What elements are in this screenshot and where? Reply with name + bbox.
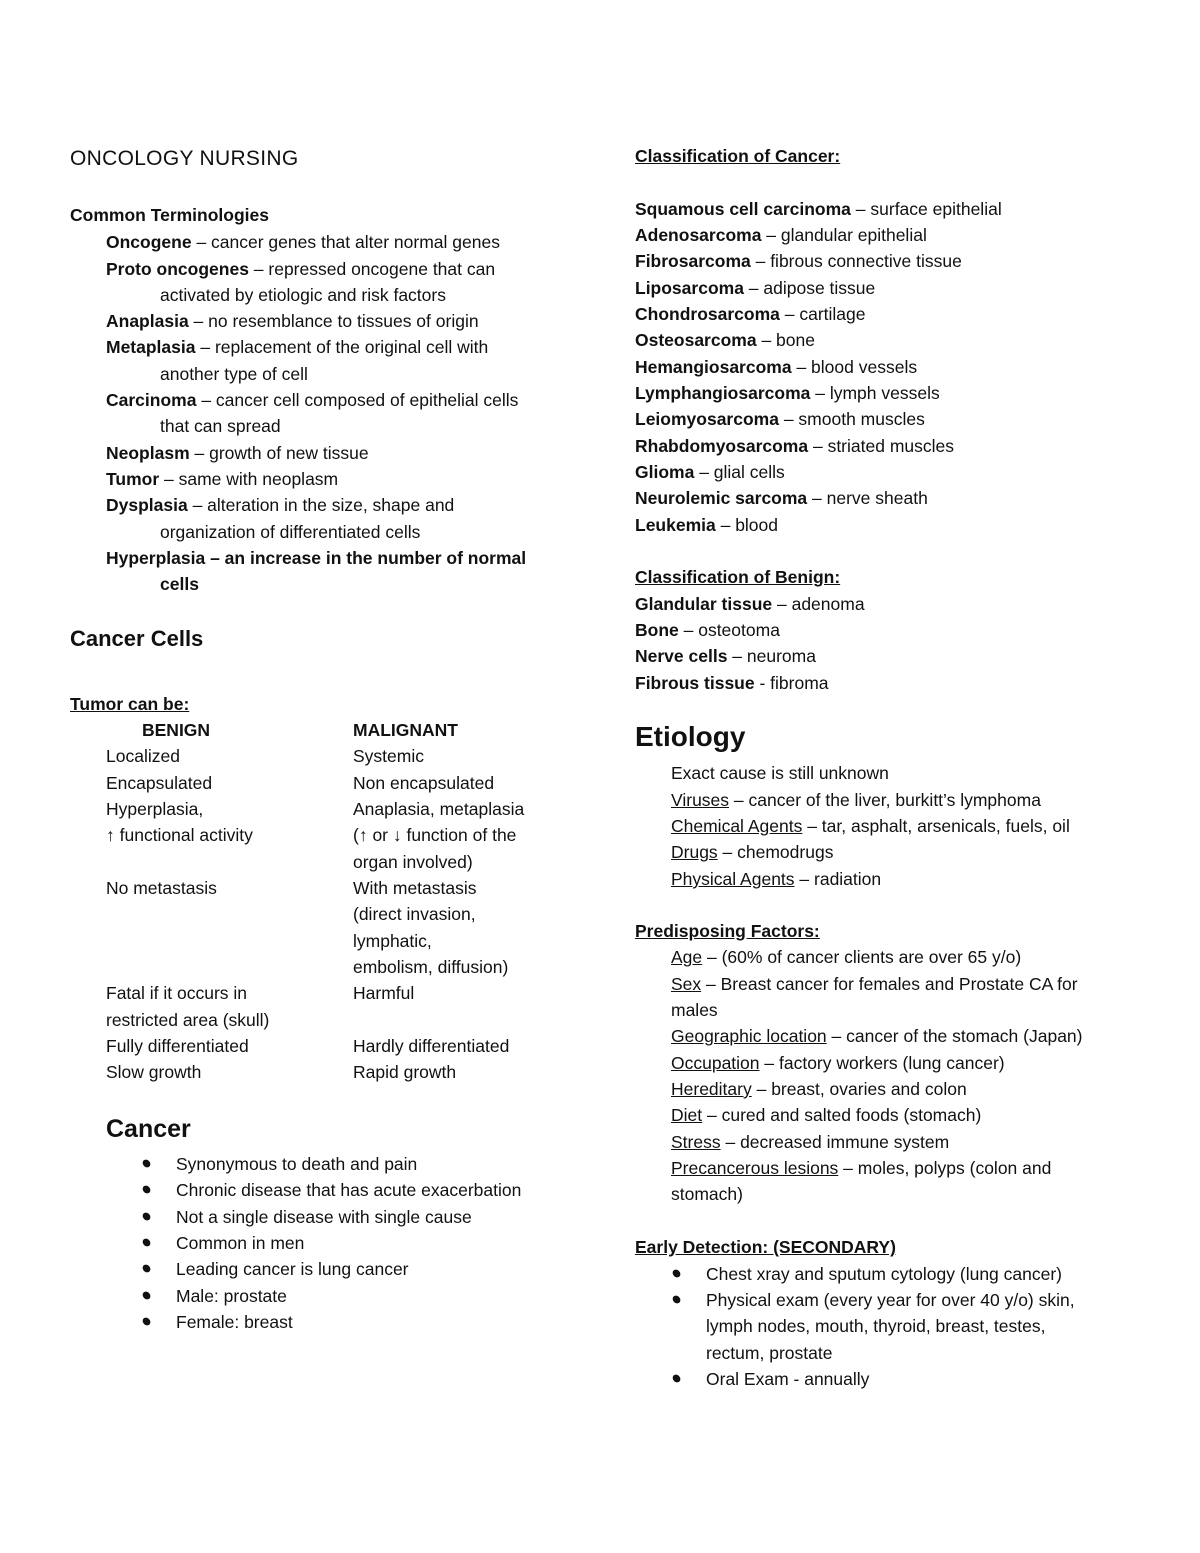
term-oncogene [106,231,500,253]
cancer-class-item [635,224,927,246]
detection-bullet: Oral Exam - annually [706,1369,870,1389]
factor-term: Age [671,947,703,967]
cancer-bullet: Leading cancer is lung cancer [176,1259,409,1279]
benign-class-item [635,593,865,615]
factor-desc: – decreased immune system [720,1132,950,1152]
class-desc: – neuroma [727,646,816,666]
term-anaplasia [106,310,479,332]
bullet-icon [141,1316,152,1327]
benign-cell: Encapsulated [106,773,213,793]
cancer-heading: Cancer [106,1115,191,1143]
malignant-cell: Rapid growth [353,1062,457,1082]
class-term: Leukemia [635,515,716,535]
class-term: Bone [635,620,679,640]
cancer-class-item [635,277,875,299]
bullet-icon [671,1268,682,1279]
benign-cell: Hyperplasia, [106,799,204,819]
term-carcinoma [106,389,518,411]
term-desc-continued: another type of cell [160,364,308,384]
malignant-header: MALIGNANT [353,720,458,740]
class-term: Fibrosarcoma [635,251,751,271]
factor-term: Occupation [671,1053,760,1073]
factor-term: Sex [671,974,702,994]
predisposing-item [671,1157,1051,1179]
etiology-term: Drugs [671,842,718,862]
term-name: Tumor [106,469,160,489]
term-desc: – cancer genes that alter normal genes [191,232,500,252]
etiology-item [671,868,881,890]
predisposing-heading: Predisposing Factors: [635,921,820,941]
detection-bullet-continued: lymph nodes, mouth, thyroid, breast, testes, [706,1316,1046,1336]
detection-bullet: Physical exam (every year for over 40 y/o) skin, [706,1290,1075,1310]
term-desc-continued: organization of differentiated cells [160,522,421,542]
classification-benign-heading: Classification of Benign: [635,567,841,587]
etiology-desc: – cancer of the liver, burkitt’s lymphoma [729,790,1041,810]
etiology-item [671,815,1070,837]
term-desc: – growth of new tissue [189,443,369,463]
malignant-cell: Hardly differentiated [353,1036,510,1056]
class-term: Squamous cell carcinoma [635,199,851,219]
etiology-desc: – tar, asphalt, arsenicals, fuels, oil [802,816,1070,836]
etiology-desc: – chemodrugs [717,842,834,862]
cancer-class-item [635,198,1002,220]
term-desc: – replacement of the original cell with [195,337,489,357]
factor-term: Geographic location [671,1026,827,1046]
malignant-cell: organ involved) [353,852,473,872]
benign-cell: ↑ functional activity [106,825,253,845]
malignant-cell: Systemic [353,746,424,766]
etiology-desc: – radiation [794,869,882,889]
term-proto-oncogenes [106,258,495,280]
predisposing-item [671,973,1078,995]
term-name: Dysplasia [106,495,188,515]
term-desc: – an increase in the number of normal [205,548,527,568]
factor-term: Stress [671,1132,721,1152]
malignant-cell: lymphatic, [353,931,432,951]
cancer-class-item [635,329,815,351]
predisposing-item [671,1025,1082,1047]
term-name: Hyperplasia [106,548,206,568]
malignant-cell: (↑ or ↓ function of the [353,825,517,845]
cancer-class-item [635,356,917,378]
cancer-bullet: Chronic disease that has acute exacerbation [176,1180,522,1200]
class-term: Leiomyosarcoma [635,409,779,429]
tumor-can-be-subheading: Tumor can be: [70,694,190,714]
term-desc-continued: activated by etiologic and risk factors [160,285,446,305]
malignant-cell: Harmful [353,983,415,1003]
malignant-cell: embolism, diffusion) [353,957,509,977]
factor-desc-continued: males [671,1000,718,1020]
benign-header: BENIGN [142,720,211,740]
term-neoplasm [106,442,369,464]
term-dysplasia [106,494,454,516]
class-desc: – surface epithelial [850,199,1002,219]
etiology-term: Chemical Agents [671,816,803,836]
malignant-cell: Non encapsulated [353,773,495,793]
predisposing-item [671,1131,949,1153]
bullet-icon [141,1211,152,1222]
class-term: Liposarcoma [635,278,744,298]
benign-class-item [635,619,780,641]
class-desc: – osteotoma [678,620,780,640]
class-desc: – bone [756,330,815,350]
cancer-bullet: Female: breast [176,1312,293,1332]
term-name: Oncogene [106,232,192,252]
malignant-cell: (direct invasion, [353,904,476,924]
class-term: Adenosarcoma [635,225,762,245]
benign-class-item [635,645,816,667]
etiology-intro: Exact cause is still unknown [671,763,889,783]
class-desc: – adenoma [772,594,865,614]
bullet-icon [141,1290,152,1301]
term-desc: – alteration in the size, shape and [187,495,455,515]
term-desc-continued: that can spread [160,416,281,436]
class-desc: – adipose tissue [743,278,876,298]
document-title: ONCOLOGY NURSING [70,147,299,170]
benign-cell: restricted area (skull) [106,1010,270,1030]
etiology-item [671,841,833,863]
class-term: Neurolemic sarcoma [635,488,808,508]
class-term: Lymphangiosarcoma [635,383,811,403]
cancer-cells-heading: Cancer Cells [70,626,204,651]
class-desc: – fibrous connective tissue [750,251,962,271]
cancer-bullet: Not a single disease with single cause [176,1207,472,1227]
malignant-cell: With metastasis [353,878,477,898]
class-desc: - fibroma [754,673,829,693]
predisposing-item [671,1052,1005,1074]
class-desc: – lymph vessels [810,383,940,403]
etiology-term: Physical Agents [671,869,795,889]
term-name: Anaplasia [106,311,189,331]
classification-cancer-heading: Classification of Cancer: [635,146,841,166]
term-name: Proto oncogenes [106,259,249,279]
etiology-term: Viruses [671,790,730,810]
predisposing-item [671,1078,967,1100]
class-desc: – striated muscles [808,436,954,456]
predisposing-item [671,946,1021,968]
detection-bullet-continued: rectum, prostate [706,1343,833,1363]
term-desc-continued: cells [160,574,199,594]
benign-cell: Fatal if it occurs in [106,983,248,1003]
term-desc: – no resemblance to tissues of origin [188,311,479,331]
factor-desc: – Breast cancer for females and Prostate CA for [701,974,1078,994]
term-tumor [106,468,338,490]
cancer-class-item [635,250,962,272]
class-term: Hemangiosarcoma [635,357,792,377]
class-desc: – cartilage [779,304,866,324]
cancer-class-item [635,382,940,404]
benign-cell: Fully differentiated [106,1036,249,1056]
class-term: Fibrous tissue [635,673,755,693]
cancer-class-item [635,408,925,430]
detection-bullet: Chest xray and sputum cytology (lung cancer) [706,1264,1062,1284]
cancer-class-item [635,303,866,325]
cancer-class-item [635,461,785,483]
factor-desc: – moles, polyps (colon and [838,1158,1052,1178]
class-desc: – nerve sheath [807,488,928,508]
cancer-class-item [635,514,778,536]
malignant-cell: Anaplasia, metaplasia [353,799,525,819]
term-metaplasia [106,336,488,358]
bullet-icon [141,1263,152,1274]
bullet-icon [141,1184,152,1195]
etiology-heading: Etiology [635,721,746,752]
cancer-bullet: Synonymous to death and pain [176,1154,418,1174]
factor-desc: – breast, ovaries and colon [751,1079,967,1099]
class-desc: – glandular epithelial [761,225,927,245]
benign-cell: No metastasis [106,878,217,898]
early-detection-heading: Early Detection: (SECONDARY) [635,1237,896,1257]
term-hyperplasia [106,547,526,569]
term-desc: – same with neoplasm [159,469,339,489]
term-desc: – repressed oncogene that can [248,259,496,279]
term-name: Carcinoma [106,390,197,410]
factor-term: Precancerous lesions [671,1158,839,1178]
class-term: Osteosarcoma [635,330,757,350]
class-desc: – glial cells [694,462,785,482]
factor-term: Diet [671,1105,703,1125]
class-term: Glioma [635,462,695,482]
class-desc: – smooth muscles [778,409,925,429]
benign-cell: Localized [106,746,180,766]
term-name: Neoplasm [106,443,190,463]
factor-desc-continued: stomach) [671,1184,743,1204]
cancer-class-item [635,487,928,509]
class-desc: – blood [715,515,779,535]
bullet-icon [671,1294,682,1305]
cancer-class-item [635,435,954,457]
factor-desc: – factory workers (lung cancer) [759,1053,1005,1073]
factor-desc: – (60% of cancer clients are over 65 y/o) [702,947,1022,967]
factor-desc: – cancer of the stomach (Japan) [826,1026,1083,1046]
term-desc: – cancer cell composed of epithelial cells [196,390,519,410]
class-term: Rhabdomyosarcoma [635,436,809,456]
cancer-bullet: Common in men [176,1233,305,1253]
bullet-icon [671,1373,682,1384]
term-name: Metaplasia [106,337,196,357]
class-term: Chondrosarcoma [635,304,780,324]
class-desc: – blood vessels [791,357,918,377]
benign-cell: Slow growth [106,1062,202,1082]
class-term: Glandular tissue [635,594,773,614]
benign-class-item [635,672,829,694]
predisposing-item [671,1104,981,1126]
bullet-icon [141,1158,152,1169]
common-terminologies-heading: Common Terminologies [70,205,269,225]
factor-desc: – cured and salted foods (stomach) [702,1105,982,1125]
bullet-icon [141,1237,152,1248]
class-term: Nerve cells [635,646,728,666]
factor-term: Hereditary [671,1079,752,1099]
etiology-item [671,789,1041,811]
cancer-bullet: Male: prostate [176,1286,287,1306]
